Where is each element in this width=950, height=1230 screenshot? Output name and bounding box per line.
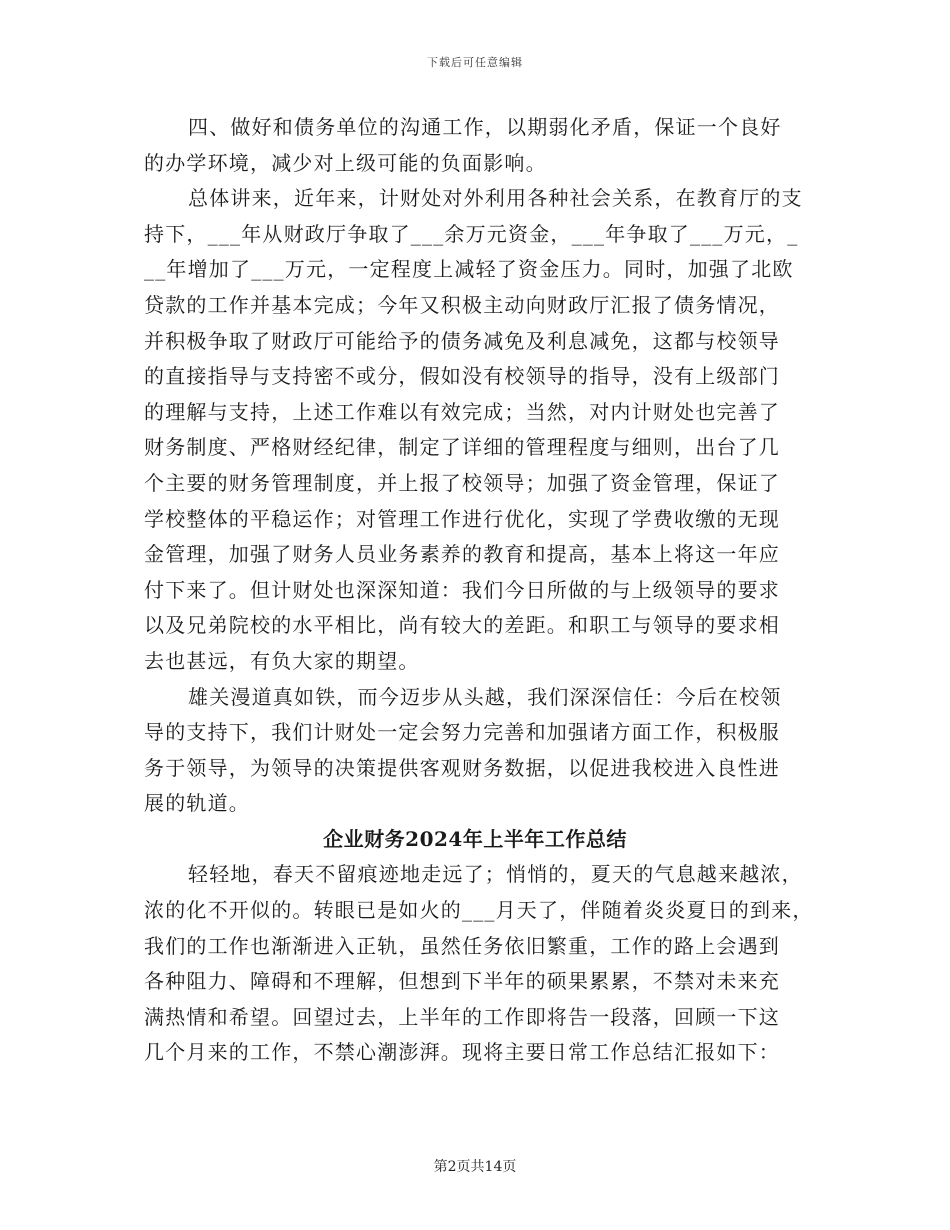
text-line: 轻轻地，春天不留痕迹地走远了；悄悄的，夏天的气息越来越浓， (188, 862, 803, 887)
text-line: 金管理，加强了财务人员业务素养的教育和提高，基本上将这一年应 (144, 542, 780, 567)
text-line: 雄关漫道真如铁，而今迈步从头越，我们深深信任：今后在校领 (188, 684, 782, 709)
section-title: 企业财务2024年上半年工作总结 (323, 826, 627, 851)
text-line: 的直接指导与支持密不或分，假如没有校领导的指导，没有上级部门 (144, 364, 780, 389)
text-line: 务于领导，为领导的决策提供客观财务数据，以促进我校进入良性进 (144, 755, 780, 780)
text-line: 我们的工作也渐渐进入正轨，虽然任务依旧繁重，工作的路上会遇到 (144, 933, 780, 958)
text-line: 财务制度、严格财经纪律，制定了详细的管理程度与细则，出台了几 (144, 435, 780, 460)
text-line: 付下来了。但计财处也深深知道：我们今日所做的与上级领导的要求 (144, 577, 780, 602)
text-line: 个主要的财务管理制度，并上报了校领导；加强了资金管理，保证了 (144, 470, 780, 495)
document-body (144, 110, 814, 1071)
text-line: 的办学环境，减少对上级可能的负面影响。 (144, 150, 547, 175)
text-line: 几个月来的工作，不禁心潮澎湃。现将主要日常工作总结汇报如下： (144, 1040, 780, 1065)
text-line: 四、做好和债务单位的沟通工作，以期弱化矛盾，保证一个良好 (188, 115, 782, 139)
text-line: 持下，___年从财政厅争取了___余万元资金，___年争取了___万元，_ (144, 221, 799, 246)
text-line: 学校整体的平稳运作；对管理工作进行优化，实现了学费收缴的无现 (144, 506, 780, 531)
text-line: 展的轨道。 (144, 791, 250, 816)
text-line: 并积极争取了财政厅可能给予的债务减免及利息减免，这都与校领导 (144, 328, 780, 353)
text-line: 满热情和希望。回望过去，上半年的工作即将告一段落，回顾一下这 (144, 1004, 780, 1029)
text-line: 去也甚远，有负大家的期望。 (144, 648, 420, 673)
text-line: 以及兄弟院校的水平相比，尚有较大的差距。和职工与领导的要求相 (144, 613, 780, 638)
paragraph-outlook (144, 680, 806, 822)
paragraph-communication (144, 110, 806, 181)
text-line: __年增加了___万元，一定程度上减轻了资金压力。同时，加强了北欧 (144, 257, 794, 282)
page-number: 第2页共14页 (433, 1159, 517, 1175)
page-header-note: 下载后可任意编辑 (427, 56, 523, 69)
paragraph-intro (144, 857, 814, 1071)
text-line: 的理解与支持，上述工作难以有效完成；当然，对内计财处也完善了 (144, 399, 780, 424)
text-line: 各种阻力、障碍和不理解，但想到下半年的硕果累累，不禁对未来充 (144, 969, 780, 994)
text-line: 总体讲来，近年来，计财处对外利用各种社会关系，在教育厅的支 (188, 186, 803, 211)
text-line: 浓的化不开似的。转眼已是如火的___月天了，伴随着炎炎夏日的到来， (144, 898, 814, 923)
paragraph-summary (144, 181, 806, 679)
text-line: 导的支持下，我们计财处一定会努力完善和加强诸方面工作，积极服 (144, 720, 780, 745)
text-line: 贷款的工作并基本完成；今年又积极主动向财政厅汇报了债务情况， (144, 292, 780, 317)
